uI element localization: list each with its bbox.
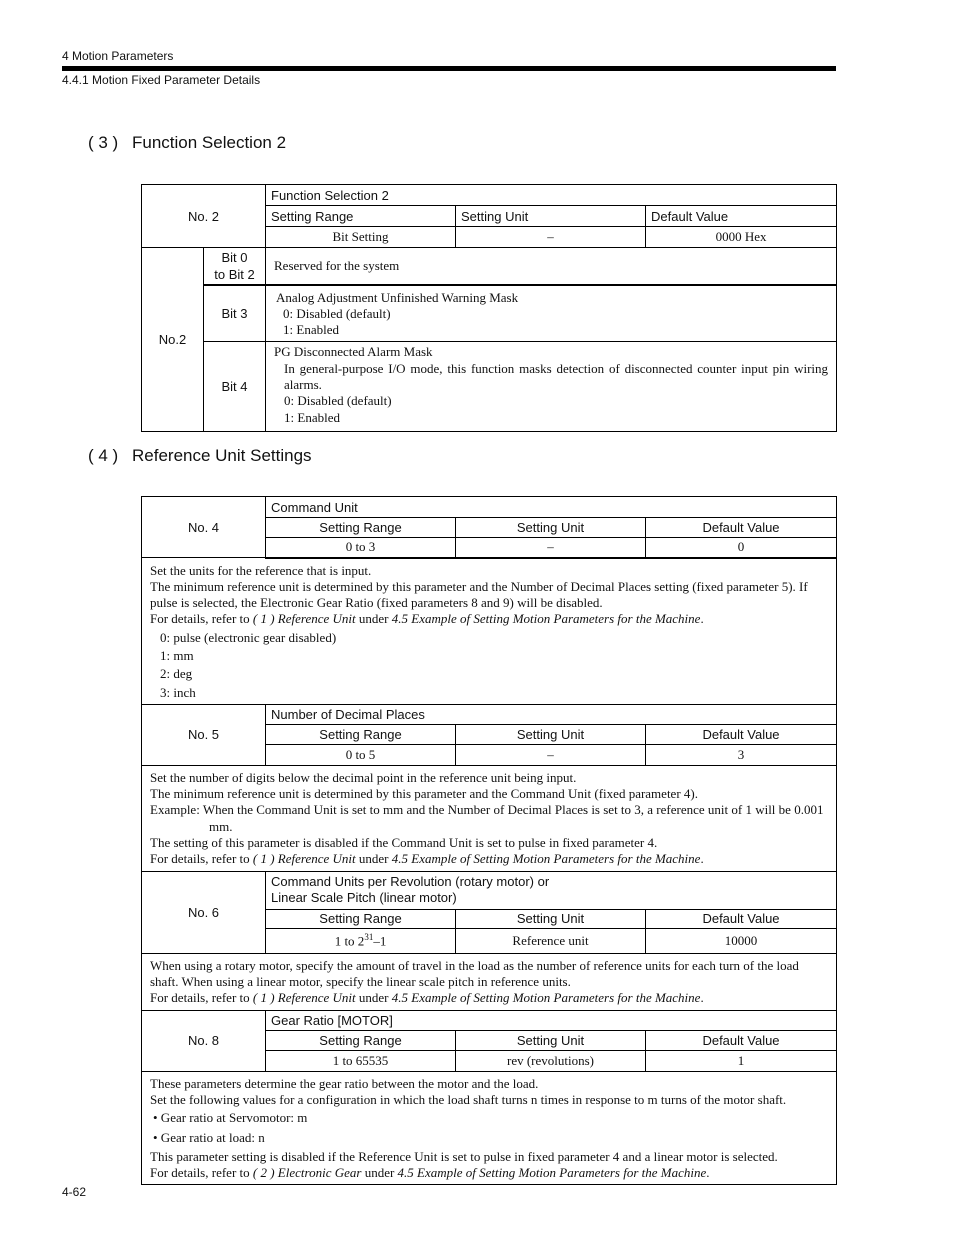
section-header: 4.4.1 Motion Fixed Parameter Details bbox=[62, 73, 261, 87]
page-number: 4-62 bbox=[62, 1185, 87, 1199]
col-setting-unit: Setting Unit bbox=[456, 724, 646, 744]
section-4-title: Reference Unit Settings bbox=[132, 446, 312, 465]
col-default-value: Default Value bbox=[646, 909, 837, 928]
setting-range-value: 1 to 65535 bbox=[266, 1050, 456, 1071]
bit-description: PG Disconnected Alarm Mask In general-purpose I/O mode, this function masks detection of disconnected counter input pin wiring alarms. 0: Disabled (default) 1: Enabled bbox=[266, 342, 837, 432]
section-4-heading bbox=[88, 446, 312, 466]
section-4-number: ( 4 ) bbox=[88, 446, 119, 465]
reference-link: ( 1 ) Reference Unit bbox=[252, 990, 356, 1006]
param-no: No. 2 bbox=[142, 185, 266, 248]
default-value: 10000 bbox=[646, 928, 837, 953]
col-setting-unit: Setting Unit bbox=[456, 206, 646, 227]
col-setting-unit: Setting Unit bbox=[456, 909, 646, 928]
function-selection-2-table bbox=[141, 184, 837, 432]
bullet-item: • Gear ratio at Servomotor: m bbox=[153, 1110, 308, 1126]
default-value: 0000 Hex bbox=[646, 227, 837, 248]
setting-unit-value: – bbox=[456, 538, 646, 558]
reference-link: ( 1 ) Reference Unit bbox=[252, 851, 356, 867]
setting-unit-value: Reference unit bbox=[456, 928, 646, 953]
param-name: Command Units per Revolution (rotary motor) or Linear Scale Pitch (linear motor) bbox=[266, 871, 837, 909]
reference-unit-settings-table bbox=[141, 496, 837, 1185]
setting-range-value: 0 to 5 bbox=[266, 744, 456, 765]
param-no: No. 8 bbox=[142, 1010, 266, 1071]
example-link: 4.5 Example of Setting Motion Parameters for the Machine bbox=[397, 1165, 707, 1181]
param-description: These parameters determine the gear ratio between the motor and the load. Set the following values for a configuration in which the load shaft turns n times in response to m turns of the motor shaft. • Gear ratio at Servomotor: m • Gear ratio at load: n This parameter setting is disabled if the Reference Unit is set to pulse in fixed parameter 4 and a linear motor is selected. For details, refer to ( 2 ) Electronic Gear under 4.5 Example of Setting Motion Parameters for the Machine. bbox=[142, 1071, 837, 1185]
setting-range-value: 1 to $2^{31}-1$ bbox=[266, 928, 456, 953]
param-description: Set the units for the reference that is input. The minimum reference unit is determined by this parameter and the Number of Decimal Places setting (fixed parameter 5). If pulse is selected, the Electronic Gear Ratio (fixed parameters 8 and 9) will be disabled. For details, refer to ( 1 ) Reference Unit under 4.5 Example of Setting Motion Parameters for the Machine. 0: pulse (electronic gear disabled) 1: mm 2: deg 3: inch bbox=[142, 558, 837, 705]
col-setting-unit: Setting Unit bbox=[456, 518, 646, 538]
bits-param-no: No.2 bbox=[142, 248, 204, 432]
col-setting-range: Setting Range bbox=[266, 909, 456, 928]
bit-description: Reserved for the system bbox=[266, 248, 837, 285]
example-link: 4.5 Example of Setting Motion Parameters for the Machine bbox=[391, 990, 701, 1006]
param-description: Set the number of digits below the decimal point in the reference unit being input. The minimum reference unit is determined by this parameter and the Command Unit (fixed parameter 4). Example: When the Command Unit is set to mm and the Number of Decimal Places is set to 3, a reference unit of 1 will be 0.001 mm. The setting of this parameter is disabled if the Command Unit is set to pulse in fixed parameter 4. For details, refer to ( 1 ) Reference Unit under 4.5 Example of Setting Motion Parameters for the Machine. bbox=[142, 765, 837, 871]
bit-description: Analog Adjustment Unfinished Warning Mask 0: Disabled (default) 1: Enabled bbox=[266, 285, 837, 342]
param-name: Function Selection 2 bbox=[266, 185, 837, 206]
example-link: 4.5 Example of Setting Motion Parameters for the Machine bbox=[391, 851, 701, 867]
setting-unit-value: – bbox=[456, 227, 646, 248]
col-setting-range: Setting Range bbox=[266, 206, 456, 227]
col-setting-range: Setting Range bbox=[266, 518, 456, 538]
default-value: 1 bbox=[646, 1050, 837, 1071]
param-description: When using a rotary motor, specify the amount of travel in the load as the number of reference units for each turn of the load shaft. When using a linear motor, specify the linear scale pitch in reference units. For details, refer to ( 1 ) Reference Unit under 4.5 Example of Setting Motion Parameters for the Machine. bbox=[142, 953, 837, 1010]
bullet-item: • Gear ratio at load: n bbox=[153, 1130, 265, 1146]
setting-range-value: 0 to 3 bbox=[266, 538, 456, 558]
bit-label: Bit 4 bbox=[204, 342, 266, 432]
param-no: No. 6 bbox=[142, 871, 266, 953]
section-3-number: ( 3 ) bbox=[88, 133, 119, 152]
setting-unit-value: rev (revolutions) bbox=[456, 1050, 646, 1071]
col-setting-unit: Setting Unit bbox=[456, 1030, 646, 1050]
chapter-header: 4 Motion Parameters bbox=[62, 49, 174, 63]
default-value: 3 bbox=[646, 744, 837, 765]
param-name: Number of Decimal Places bbox=[266, 704, 837, 724]
default-value: 0 bbox=[646, 538, 837, 558]
header-rule bbox=[62, 66, 836, 71]
section-3-heading bbox=[88, 133, 286, 153]
param-no: No. 5 bbox=[142, 704, 266, 765]
col-default-value: Default Value bbox=[646, 1030, 837, 1050]
setting-range-value: Bit Setting bbox=[266, 227, 456, 248]
reference-link: ( 2 ) Electronic Gear bbox=[252, 1165, 362, 1181]
param-name: Command Unit bbox=[266, 497, 837, 518]
reference-link: ( 1 ) Reference Unit bbox=[252, 611, 356, 627]
section-3-title: Function Selection 2 bbox=[132, 133, 287, 152]
col-default-value: Default Value bbox=[646, 724, 837, 744]
param-name: Gear Ratio [MOTOR] bbox=[266, 1010, 837, 1030]
setting-unit-value: – bbox=[456, 744, 646, 765]
col-setting-range: Setting Range bbox=[266, 1030, 456, 1050]
bit-label: Bit 3 bbox=[204, 285, 266, 342]
col-setting-range: Setting Range bbox=[266, 724, 456, 744]
bit-label: Bit 0 to Bit 2 bbox=[204, 248, 266, 285]
param-no: No. 4 bbox=[142, 497, 266, 558]
col-default-value: Default Value bbox=[646, 518, 837, 538]
example-link: 4.5 Example of Setting Motion Parameters for the Machine bbox=[391, 611, 701, 627]
col-default-value: Default Value bbox=[646, 206, 837, 227]
